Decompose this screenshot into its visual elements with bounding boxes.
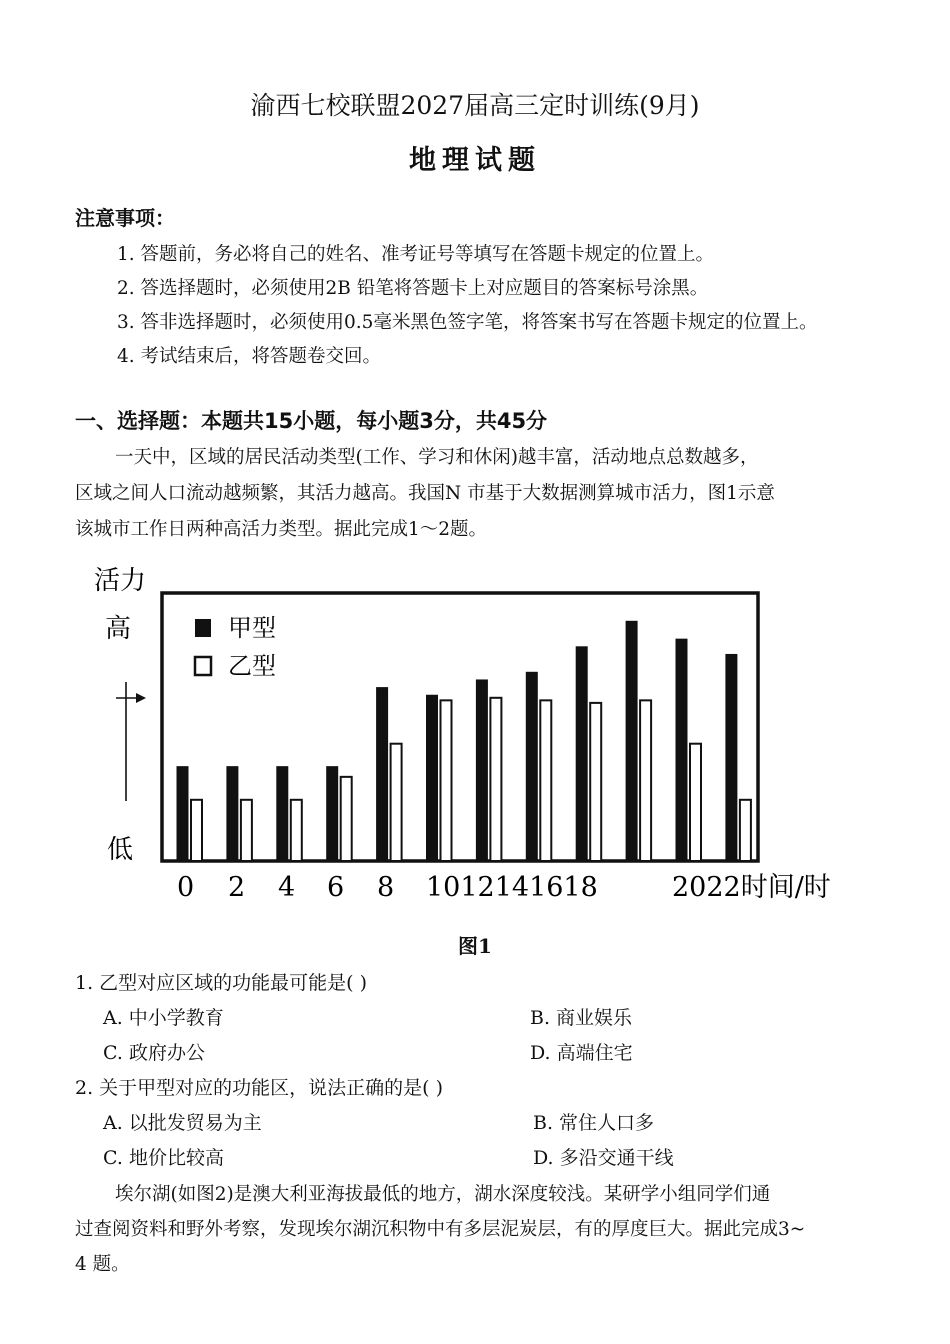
note-item: 1. 答题前，务必将自己的姓名、准考证号等填写在答题卡规定的位置上。 (117, 244, 715, 265)
question-2-stem: 2. 关于甲型对应的功能区，说法正确的是( ) (75, 1077, 444, 1099)
intro-line: 该城市工作日两种高活力类型。据此完成1～2题。 (75, 519, 488, 540)
bar-yi-4 (291, 800, 302, 861)
q1-option-c: C. 政府办公 (103, 1042, 205, 1064)
notes-heading: 注意事项： (75, 206, 175, 230)
bar-jia-20 (676, 639, 687, 861)
bar-jia-4 (277, 767, 288, 861)
bar-yi-0 (191, 800, 202, 861)
bar-yi-20 (690, 744, 701, 861)
bar-jia-8 (377, 688, 388, 861)
bar-yi-10 (441, 700, 452, 861)
bar-yi-18 (640, 700, 651, 861)
section-heading: 一、选择题：本题共15小题，每小题3分，共45分 (75, 409, 548, 433)
bar-jia-12 (476, 680, 487, 861)
legend-label-yi: 乙型 (228, 652, 276, 680)
y-high-label: 高 (105, 614, 132, 644)
y-low-label: 低 (107, 835, 134, 865)
x-tick-label: 2 (228, 872, 246, 903)
bar-jia-6 (327, 767, 338, 861)
x-tick-label: 2022时间/时 (672, 872, 831, 903)
exam-title: 渝西七校联盟2027届高三定时训练(9月) (250, 91, 700, 120)
question-1-stem: 1. 乙型对应区域的功能最可能是( ) (75, 972, 368, 994)
bar-yi-16 (590, 703, 601, 861)
bar-jia-16 (576, 647, 587, 861)
subject-title: 地理试题 (409, 145, 541, 176)
x-tick-label: 1012141618 (426, 872, 598, 903)
bar-yi-12 (490, 698, 501, 861)
intro2-line: 4 题。 (75, 1254, 130, 1275)
intro2-line: 埃尔湖(如图2)是澳大利亚海拔最低的地方，湖水深度较浅。某研学小组同学们通 (115, 1184, 771, 1205)
q2-option-d: D. 多沿交通干线 (533, 1147, 674, 1169)
bar-jia-18 (626, 621, 637, 861)
bar-jia-2 (227, 767, 238, 861)
bar-jia-14 (526, 672, 537, 861)
bar-jia-10 (427, 695, 438, 861)
intro2-line: 过查阅资料和野外考察，发现埃尔湖沉积物中有多层泥炭层，有的厚度巨大。据此完成3~ (75, 1219, 806, 1240)
intro-line: 区域之间人口流动越频繁，其活力越高。我国N 市基于大数据测算城市活力，图1示意 (75, 483, 775, 504)
intro-line: 一天中，区域的居民活动类型(工作、学习和休闲)越丰富，活动地点总数越多， (115, 447, 759, 468)
bar-yi-22 (740, 800, 751, 861)
note-item: 2. 答选择题时，必须使用2B 铅笔将答题卡上对应题目的答案标号涂黑。 (117, 278, 709, 299)
q1-option-a: A. 中小学教育 (103, 1007, 224, 1029)
q2-option-a: A. 以批发贸易为主 (103, 1112, 262, 1134)
q1-option-d: D. 高端住宅 (530, 1042, 633, 1064)
bar-jia-22 (726, 654, 737, 861)
q2-option-c: C. 地价比较高 (103, 1147, 224, 1169)
note-item: 3. 答非选择题时，必须使用0.5毫米黑色签字笔，将答案书写在答题卡规定的位置上。 (117, 312, 818, 333)
legend-swatch-yi (195, 657, 211, 675)
x-tick-label: 0 (177, 872, 195, 903)
x-tick-label: 6 (327, 872, 345, 903)
x-tick-label: 8 (377, 872, 395, 903)
bar-yi-6 (341, 777, 352, 861)
legend-label-jia: 甲型 (228, 614, 276, 642)
figure-caption: 图1 (458, 934, 492, 958)
bar-jia-0 (177, 767, 188, 861)
legend-swatch-jia (195, 619, 211, 637)
y-axis-label: 活力 (94, 566, 147, 596)
q1-option-b: B. 商业娱乐 (530, 1007, 633, 1029)
bar-yi-2 (241, 800, 252, 861)
note-item: 4. 考试结束后，将答题卷交回。 (117, 346, 382, 367)
activity-bar-chart (0, 555, 950, 915)
arrow-head-icon (136, 693, 146, 703)
bar-yi-8 (391, 744, 402, 861)
x-tick-label: 4 (278, 872, 296, 903)
bar-yi-14 (540, 700, 551, 861)
q2-option-b: B. 常住人口多 (533, 1112, 655, 1134)
